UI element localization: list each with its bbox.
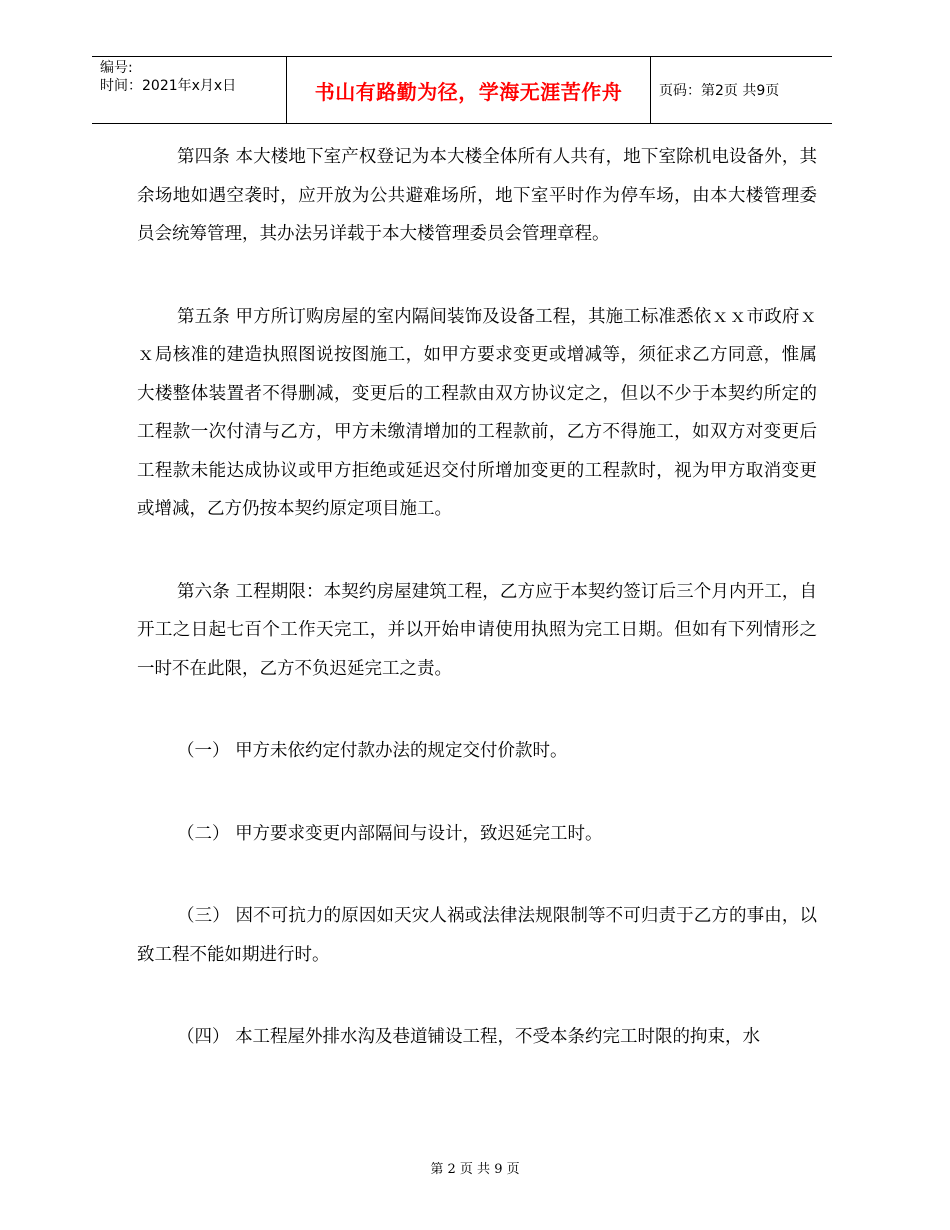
header-page-cell — [651, 57, 832, 123]
page-footer — [0, 1158, 950, 1177]
article-4-paragraph: 第四条 本大楼地下室产权登记为本大楼全体所有人共有，地下室除机电设备外，其余场地如遇空袭时，应开放为公共避难场所，地下室平时作为停车场，由本大楼管理委员会统筹管理，其办法另详载于本大楼管理委员会管理章程。 — [137, 147, 817, 244]
header-page-info: 页码：第2页 共9页 — [659, 83, 780, 99]
document-body — [137, 138, 817, 1057]
header-motto-cell — [287, 57, 651, 123]
article-5-paragraph: 第五条 甲方所订购房屋的室内隔间装饰及设备工程，其施工标准悉依ｘｘ市政府ｘｘ局核准的建造执照图说按图施工，如甲方要求变更或增减等，须征求乙方同意，惟属大楼整体装置者不得删减，变更后的工程款由双方协议定之，但以不少于本契约所定的工程款一次付清与乙方，甲方未缴清增加的工程款前，乙方不得施工，如双方对变更后工程款未能达成协议或甲方拒绝或延迟交付所增加变更的工程款时，视为甲方取消变更或增减，乙方仍按本契约原定项目施工。 — [137, 306, 817, 519]
footer-page-number: 第 2 页 共 9 页 — [430, 1162, 520, 1177]
header-meta-cell — [92, 57, 287, 123]
list-item: （二） 甲方要求变更内部隔间与设计，致迟延完工时。 — [177, 823, 603, 844]
date-label: 时间：2021年x月x日 — [100, 78, 237, 94]
list-item: （一） 甲方未依约定付款办法的规定交付价款时。 — [177, 741, 568, 761]
list-item: （三） 因不可抗力的原因如天灾人祸或法律法规限制等不可归责于乙方的事由，以致工程不能如期进行时。 — [137, 906, 817, 965]
motto-text: 书山有路勤为径，学海无涯苦作舟 — [314, 79, 623, 104]
article-6-paragraph: 第六条 工程期限：本契约房屋建筑工程，乙方应于本契约签订后三个月内开工，自开工之日起七百个工作天完工，并以开始申请使用执照为完工日期。但如有下列情形之一时不在此限，乙方不负迟延完工之责。 — [137, 581, 817, 679]
page-header — [92, 56, 832, 124]
serial-number-label: 编号: — [100, 60, 133, 76]
list-item: （四） 本工程屋外排水沟及巷道铺设工程，不受本条约完工时限的拘束，水 — [177, 1027, 761, 1047]
